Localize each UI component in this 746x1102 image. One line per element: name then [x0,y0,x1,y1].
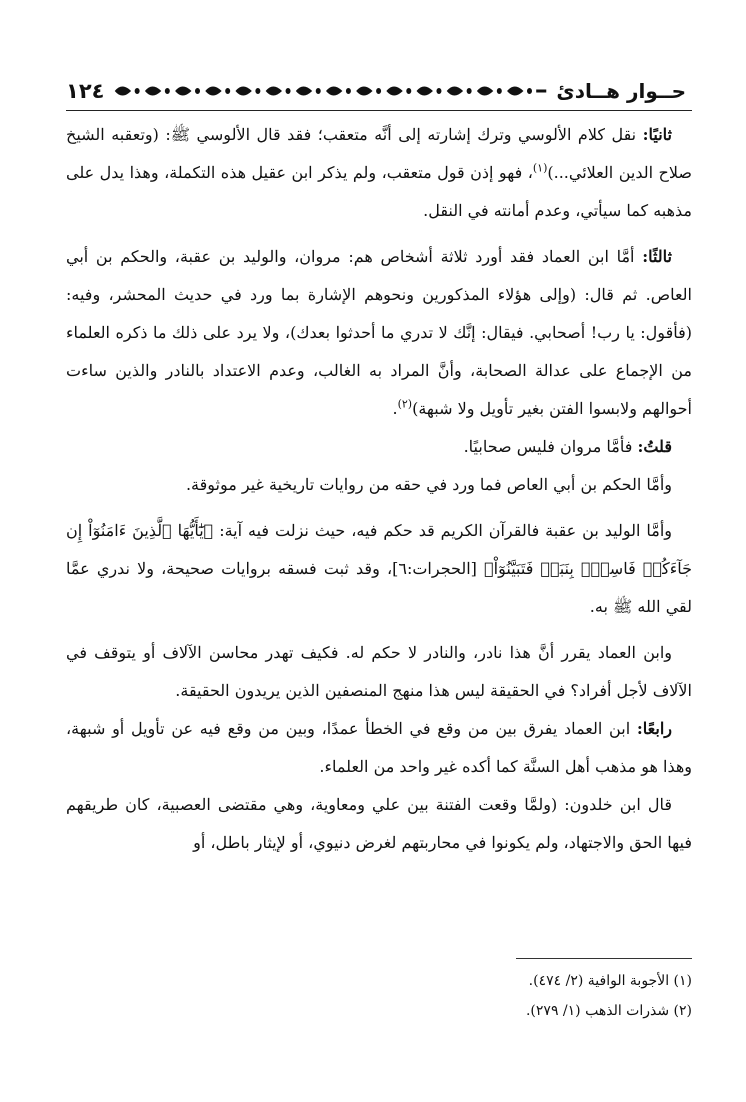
paragraph-text: فأمَّا مروان فليس صحابيًا. [463,437,638,456]
paragraph-lead: ثانيًا: [642,125,672,144]
footnote-item: (٢) شذرات الذهب (١/ ٢٧٩). [525,1003,692,1019]
footnote-item: (١) الأجوبة الوافية (٢/ ٤٧٤). [528,973,692,989]
page-number: ١٢٤ [66,79,105,103]
paragraph-ibn-khaldun [66,786,692,862]
paragraph-third-point [66,238,692,428]
paragraph-second-point [66,116,692,230]
paragraph-lead: رابعًا: [636,719,672,738]
page-header [66,74,692,108]
book-title: حــوار هــادئ [556,79,686,103]
paragraph-text: وأمَّا الوليد بن عقبة فالقرآن الكريم قد حكم فيه، حيث نزلت فيه آية: ﴿يَٰٓأَيُّهَا ٱلَّذِينَ ءَامَنُوٓاْ إِن جَآءَكُمۡ فَاسِقُۢ بِنَبَإٖ فَتَبَيَّنُوٓاْ﴾ [الحجرات:٦]، وقد ثبت فسقه بروايات صحيحة، ولا ندري عمَّا لقي الله ﷺ به. [66,521,693,616]
paragraph-lead: قلتُ: [637,437,672,456]
paragraph-text: نقل كلام الألوسي وترك إشارته إلى أنَّه متعقب؛ فقد قال الألوسي ﷺ: (وتعقبه الشيخ صلاح الدين العلائي...) [66,125,692,182]
footnote-separator [516,958,692,959]
footnotes [66,966,692,1026]
footnote-reference[interactable]: (٢) [397,397,413,411]
paragraph-text: ابن العماد يفرق بين من وقع في الخطأ عمدًا، وبين من وقع فيه عن تأويل أو شبهة، وهذا هو مذهب أهل السنَّة كما أكده غير واحد من العلماء. [66,719,692,776]
paragraph-fourth-point [66,710,692,786]
paragraph-hakam [66,466,692,504]
paragraph-rare-cases [66,634,692,710]
paragraph-tail: ، فهو إذن قول متعقب، ولم يذكر ابن عقيل هذه التكملة، وهذا يدل على مذهبه كما سيأتي، وعدم أمانته في النقل. [66,163,692,220]
paragraph-text: أمَّا ابن العماد فقد أورد ثلاثة أشخاص هم: مروان، والوليد بن عقبة، والحكم بن أبي العاص. ثم قال: (وإلى هؤلاء المذكورين ونحوهم الإشارة بما ورد في حديث المحشر، وفيه: (فأقول: يا رب! أصحابي. فيقال: إنَّك لا تدري ما أحدثوا بعدك)، ولا يرد على ذلك ما ذكره العلماء من الإجماع على عدالة الصحابة، وأنَّ المراد به الغالب، وعدم الاعتداد بالنادر والذين ساءت أحوالهم ولابسوا الفتن بغير تأويل ولا شبهة) [66,247,692,418]
header-rule [66,110,692,111]
paragraph-text: قال ابن خلدون: (ولمَّا وقعت الفتنة بين علي ومعاوية، وهي مقتضى العصبية، كان طريقهم فيها الحق والاجتهاد، ولم يكونوا في محاربتهم لغرض دنيوي، أو لإيثار باطل، أو [66,795,692,852]
paragraph-i-say [66,428,692,466]
paragraph-tail: . [392,399,398,418]
paragraph-text: وابن العماد يقرر أنَّ هذا نادر، والنادر لا حكم له. فكيف تهدر محاسن الآلاف أو يتوقف في الآلاف لأجل أفراد؟ في الحقيقة ليس هذا منهج المنصفين الذين يريدون الحقيقة. [66,643,692,700]
page-body [66,116,692,862]
paragraph-walid [66,512,692,626]
paragraph-text: وأمَّا الحكم بن أبي العاص فما ورد في حقه من روايات تاريخية غير موثوقة. [185,475,672,494]
paragraph-lead: ثالثًا: [642,247,672,266]
header-ornament [112,81,548,101]
footnote-reference[interactable]: (١) [532,161,548,175]
